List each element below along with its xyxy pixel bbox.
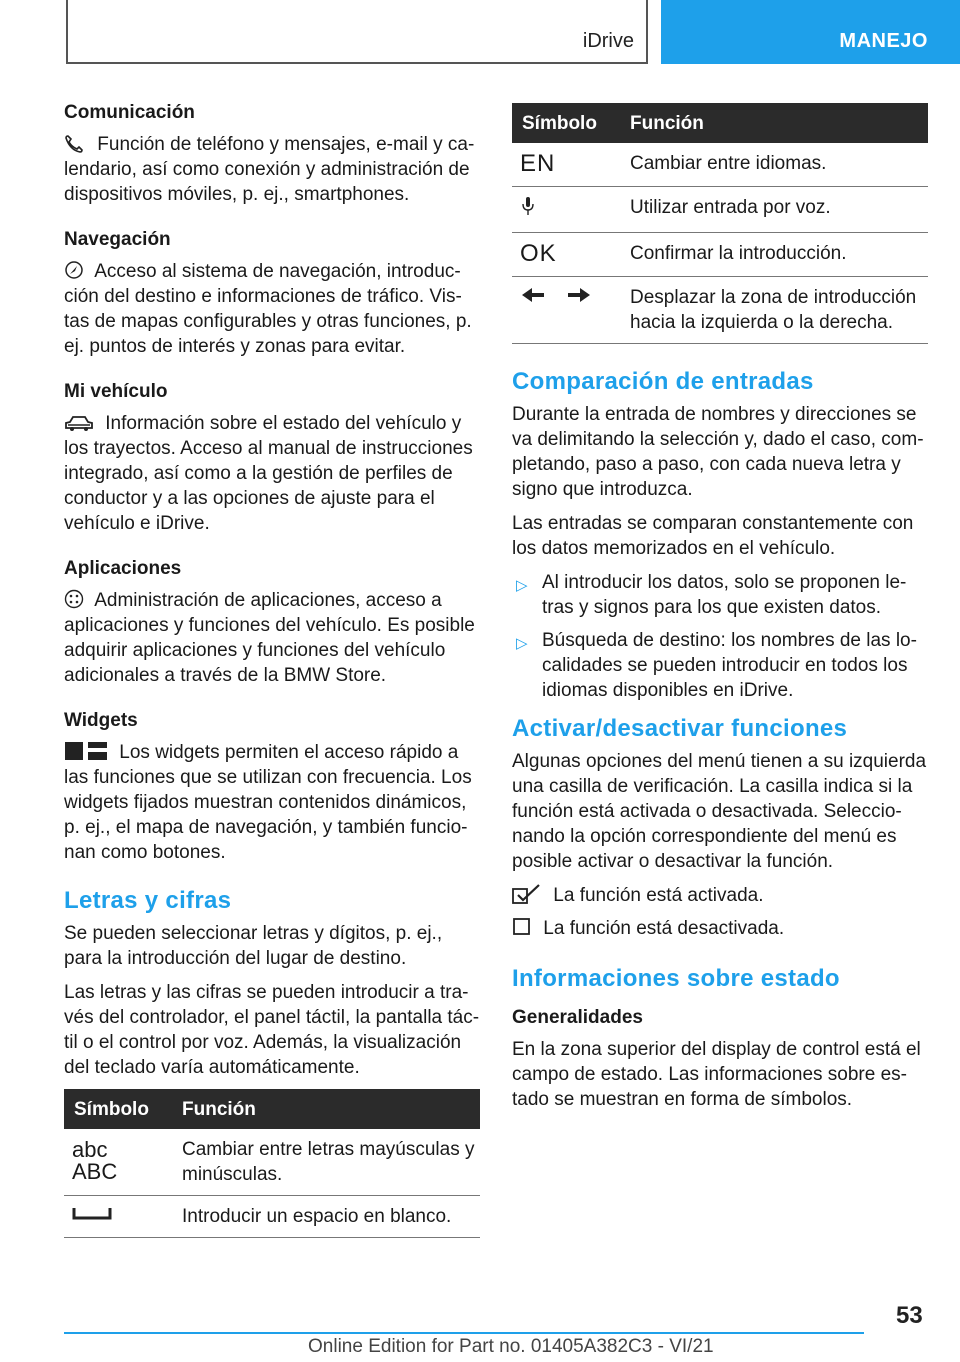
microphone-icon — [520, 195, 536, 217]
list-item — [512, 628, 928, 703]
header-section-box — [66, 0, 648, 64]
ok-icon: OK — [520, 240, 557, 267]
car-icon — [64, 414, 94, 432]
function-cell: Confirmar la introducción. — [620, 233, 928, 277]
text-widgets — [64, 740, 480, 865]
navigation-icon — [64, 260, 84, 280]
text-letras-1: Se pueden seleccionar letras y dígitos, p. ej., para la introducción del lugar de destino. — [64, 923, 443, 969]
triangle-bullet-icon: ▷ — [516, 577, 528, 594]
table-header-function: Función — [620, 103, 928, 143]
apps-icon — [64, 589, 84, 609]
section-comunicacion — [64, 100, 480, 207]
table-row — [512, 143, 928, 187]
case-lower-label: abc — [72, 1137, 108, 1162]
widgets-icon — [64, 741, 108, 761]
text-comparacion-2: Las entradas se comparan constantemente con los datos memorizados en el vehículo. — [512, 513, 914, 559]
language-icon: EN — [520, 150, 556, 177]
arrow-left-right-icon — [520, 285, 592, 305]
heading-navegacion: Navegación — [64, 229, 171, 250]
symbol-cell — [512, 233, 620, 277]
table-row — [512, 277, 928, 344]
case-upper-label: ABC — [72, 1159, 118, 1184]
unchecked-line — [512, 916, 928, 941]
footer-divider — [64, 1332, 864, 1334]
checked-line — [512, 883, 928, 908]
footer-edition: Online Edition for Part no. 01405A382C3 - VI/21 — [308, 1336, 714, 1357]
function-cell: Desplazar la zona de introducción hacia la izquierda o la derecha. — [620, 277, 928, 344]
text-estado-1: En la zona superior del display de control está el campo de estado. Las informaciones sobre estado se muestran en forma de símbolos. — [512, 1039, 921, 1110]
function-cell: Introducir un espacio en blanco. — [172, 1196, 480, 1238]
text-vehiculo-body: Información sobre el estado del vehículo y los trayectos. Acceso al manual de instrucciones integrado, así como a la gestión de perfiles de conductor y a las opciones de ajuste para el vehículo e iDrive. — [64, 413, 473, 534]
text-comparacion-1: Durante la entrada de nombres y direcciones se va delimitando la selección y, dado el caso, completando, paso a paso, con cada nueva letra y signo que introduzca. — [512, 404, 924, 500]
heading-activar: Activar/desactivar funciones — [512, 715, 848, 742]
table-header-function: Función — [172, 1089, 480, 1129]
section-widgets — [64, 708, 480, 865]
left-column — [64, 100, 480, 1238]
symbol-cell — [64, 1196, 172, 1238]
list-comparacion — [512, 570, 928, 703]
text-letras-2: Las letras y las cifras se pueden introducir a través del controlador, el panel táctil, la pantalla táctil o el control por voz. Además, la visualización del teclado varía automáticamente. — [64, 982, 480, 1078]
function-cell: Utilizar entrada por voz. — [620, 187, 928, 233]
list-item-text: Al introducir los datos, solo se proponen letras y signos para los que existen datos. — [542, 572, 907, 618]
table-row — [512, 187, 928, 233]
text-aplicaciones-body: Administración de aplicaciones, acceso a aplicaciones y funciones del vehículo. Es posible adquirir aplicaciones y funciones del vehículo adicionales a través de la BMW Store. — [64, 590, 475, 686]
heading-comunicacion: Comunicación — [64, 102, 195, 123]
symbol-cell — [512, 277, 620, 344]
phone-icon — [64, 135, 86, 153]
header-chapter-label: MANEJO — [839, 30, 928, 52]
text-comunicacion-body: Función de teléfono y mensajes, e-mail y calendario, así como conexión y administración de dispositivos móviles, p. ej., smartphones. — [64, 134, 475, 205]
right-column — [512, 103, 928, 1121]
list-item — [512, 570, 928, 620]
table-letras-simbolos — [64, 1089, 480, 1238]
header-chapter-tab — [661, 0, 960, 64]
text-vehiculo — [64, 411, 480, 536]
table-row — [512, 233, 928, 277]
heading-generalidades: Generalidades — [512, 1007, 643, 1028]
case-toggle-icon — [72, 1139, 172, 1183]
table-header-symbol: Símbolo — [512, 103, 620, 143]
symbol-cell — [64, 1129, 172, 1196]
table-entrada-simbolos — [512, 103, 928, 344]
text-aplicaciones — [64, 588, 480, 688]
table-row — [64, 1129, 480, 1196]
unchecked-text: La función está desactivada. — [543, 918, 785, 939]
section-aplicaciones — [64, 556, 480, 688]
heading-widgets: Widgets — [64, 710, 138, 731]
checkbox-unchecked-icon — [512, 917, 532, 937]
list-item-text: Búsqueda de destino: los nombres de las localidades se pueden introducir en todos los idiomas disponibles en iDrive. — [542, 630, 917, 701]
table-header-row — [64, 1089, 480, 1129]
heading-comparacion: Comparación de entradas — [512, 368, 814, 395]
checkbox-checked-icon — [512, 884, 542, 904]
space-icon — [72, 1204, 112, 1222]
symbol-cell — [512, 187, 620, 233]
checked-text: La función está activada. — [553, 885, 764, 906]
page-number: 53 — [896, 1302, 923, 1329]
text-navegacion — [64, 259, 480, 359]
heading-vehiculo: Mi vehículo — [64, 381, 168, 402]
symbol-cell — [512, 143, 620, 187]
section-navegacion — [64, 227, 480, 359]
section-vehiculo — [64, 379, 480, 536]
table-header-symbol: Símbolo — [64, 1089, 172, 1129]
table-header-row — [512, 103, 928, 143]
heading-letras-cifras: Letras y cifras — [64, 887, 232, 914]
function-cell: Cambiar entre idiomas. — [620, 143, 928, 187]
table-row — [64, 1196, 480, 1238]
triangle-bullet-icon: ▷ — [516, 635, 528, 652]
text-widgets-body: Los widgets permiten el acceso rápido a las funciones que se utilizan con frecuencia. Los widgets fijados muestran contenidos dinámicos, p. ej., el mapa de navegación, y también funcionan como botones. — [64, 742, 472, 863]
heading-aplicaciones: Aplicaciones — [64, 558, 182, 579]
function-cell: Cambiar entre letras mayúsculas y minúsculas. — [172, 1129, 480, 1196]
heading-estado: Informaciones sobre estado — [512, 965, 840, 992]
text-navegacion-body: Acceso al sistema de navegación, introducción del destino e informaciones de tráfico. Vistas de mapas configurables y otras funciones, p. ej. puntos de interés y zonas para evitar. — [64, 261, 472, 357]
text-activar-1: Algunas opciones del menú tienen a su izquierda una casilla de verificación. La casilla indica si la función está activada o desactivada. Seleccionando la opción correspondiente del menú es posible activar o desactivar la función. — [512, 751, 927, 872]
header-section-label: iDrive — [582, 30, 634, 52]
text-comunicacion — [64, 132, 480, 207]
